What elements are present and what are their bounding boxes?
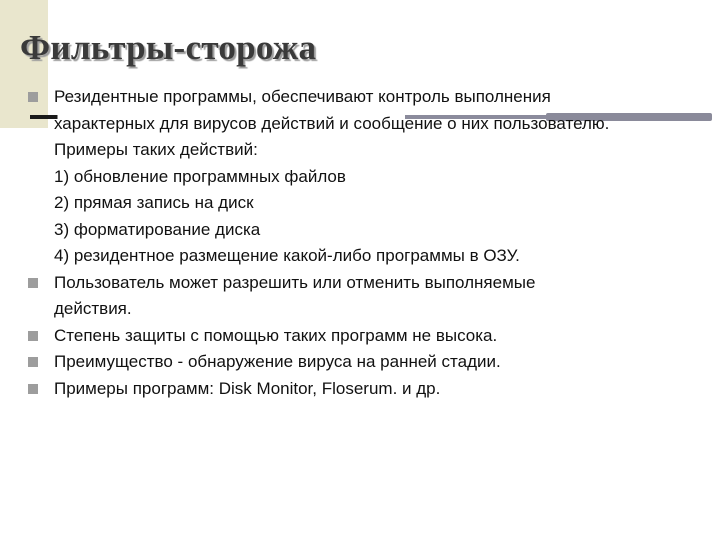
list-item-line: действия.: [54, 299, 132, 318]
list-item-line: характерных для вирусов действий и сообщение о них пользователю.: [54, 113, 610, 133]
square-bullet-icon: [28, 357, 38, 367]
list-item: [28, 349, 712, 376]
list-item-line: Резидентные программы, обеспечивают контроль выполнения: [54, 87, 551, 106]
square-bullet-icon: [28, 384, 38, 394]
list-item-line: Примеры программ: Disk Monitor, Floserum. и др.: [54, 378, 441, 398]
square-bullet-icon: [28, 278, 38, 288]
list-item-line: Примеры таких действий:: [54, 140, 258, 159]
list-item-line: 4) резидентное размещение какой-либо программы в ОЗУ.: [54, 246, 520, 265]
square-bullet-icon: [28, 331, 38, 341]
square-bullet-icon: [28, 92, 38, 102]
list-item-line: Преимущество - обнаружение вируса на ранней стадии.: [54, 352, 501, 371]
bullet-list: [28, 84, 712, 402]
list-item: [28, 84, 712, 270]
list-item-line: 3) форматирование диска: [54, 219, 261, 239]
list-item-line: 2) прямая запись на диск: [54, 193, 254, 212]
list-item-line: Пользователь может разрешить или отменить выполняемые: [54, 272, 536, 292]
list-item-line: Степень защиты с помощью таких программ не высока.: [54, 325, 498, 345]
title-area: [0, 0, 720, 92]
slide-title: Фильтры-сторожа: [20, 28, 317, 67]
list-item: [28, 270, 712, 323]
list-item: [28, 323, 712, 350]
list-item: [28, 376, 712, 403]
list-item-line: 1) обновление программных файлов: [54, 166, 346, 186]
